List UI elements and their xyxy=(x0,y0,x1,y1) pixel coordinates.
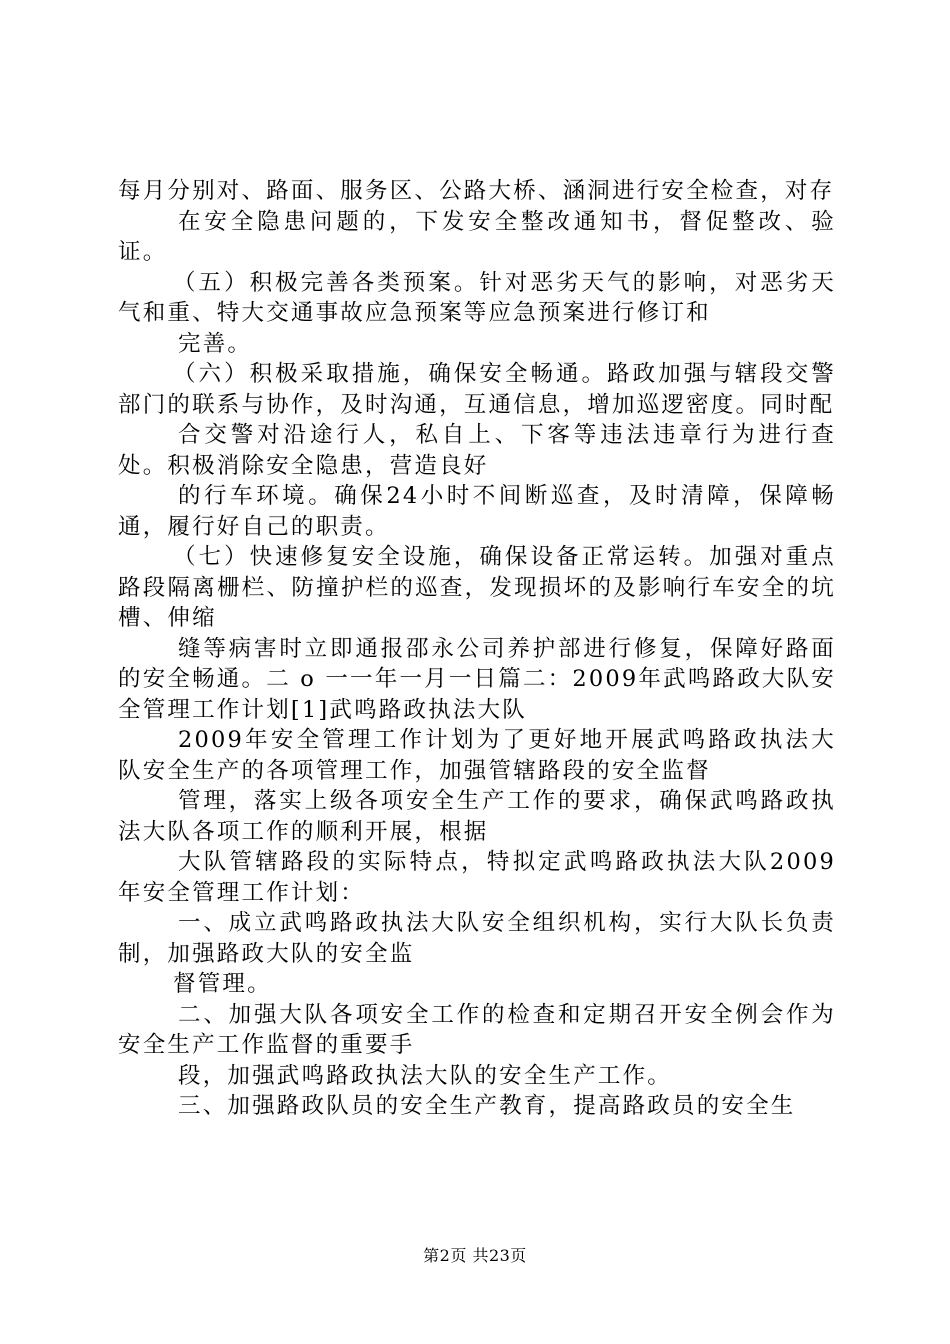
paragraph: （七）快速修复安全设施，确保设备正常运转。加强对重点路段隔离栅栏、防撞护栏的巡查，发现损坏的及影响行车安全的坑槽、伸缩 xyxy=(118,544,836,631)
paragraph: 大队管辖路段的实际特点，特拟定武鸣路政执法大队2009年安全管理工作计划： xyxy=(118,849,836,906)
paragraph: （六）积极采取措施，确保安全畅通。路政加强与辖段交警部门的联系与协作，及时沟通，互通信息，增加巡逻密度。同时配 xyxy=(118,361,836,418)
paragraph: 合交警对沿途行人，私自上、下客等违法违章行为进行查处。积极消除安全隐患，营造良好 xyxy=(118,422,836,479)
paragraph: 2009年安全管理工作计划为了更好地开展武鸣路政执法大队安全生产的各项管理工作，加强管辖路段的安全监督 xyxy=(118,727,836,784)
document-body xyxy=(118,176,836,1122)
paragraph: 的行车环境。确保24小时不间断巡查，及时清障，保障畅通，履行好自己的职责。 xyxy=(118,483,836,540)
paragraph: 督管理。 xyxy=(173,971,272,997)
paragraph: 缝等病害时立即通报邵永公司养护部进行修复，保障好路面的安全畅通。二 o 一一年一月一日篇二：2009年武鸣路政大队安全管理工作计划[1]武鸣路政执法大队 xyxy=(118,635,837,723)
page-number-label: 第2页 共23页 xyxy=(423,1246,527,1265)
paragraph: 三、加强路政队员的安全生产教育，提高路政员的安全生 xyxy=(178,1093,796,1119)
page-footer xyxy=(0,1243,950,1266)
paragraph: 每月分别对、路面、服务区、公路大桥、涵洞进行安全检查，对存 xyxy=(118,178,835,204)
paragraph: 在安全隐患问题的，下发安全整改通知书，督促整改、验证。 xyxy=(118,208,836,265)
paragraph: 管理，落实上级各项安全生产工作的要求，确保武鸣路政执法大队各项工作的顺利开展，根据 xyxy=(118,788,836,845)
paragraph: （五）积极完善各类预案。针对恶劣天气的影响，对恶劣天气和重、特大交通事故应急预案等应急预案进行修订和 xyxy=(118,269,836,326)
paragraph: 段，加强武鸣路政执法大队的安全生产工作。 xyxy=(178,1062,673,1089)
paragraph: 完善。 xyxy=(178,330,253,357)
paragraph: 一、成立武鸣路政执法大队安全组织机构，实行大队长负责制，加强路政大队的安全监 xyxy=(118,910,836,967)
paragraph: 二、加强大队各项安全工作的检查和定期召开安全例会作为安全生产工作监督的重要手 xyxy=(118,1001,836,1058)
